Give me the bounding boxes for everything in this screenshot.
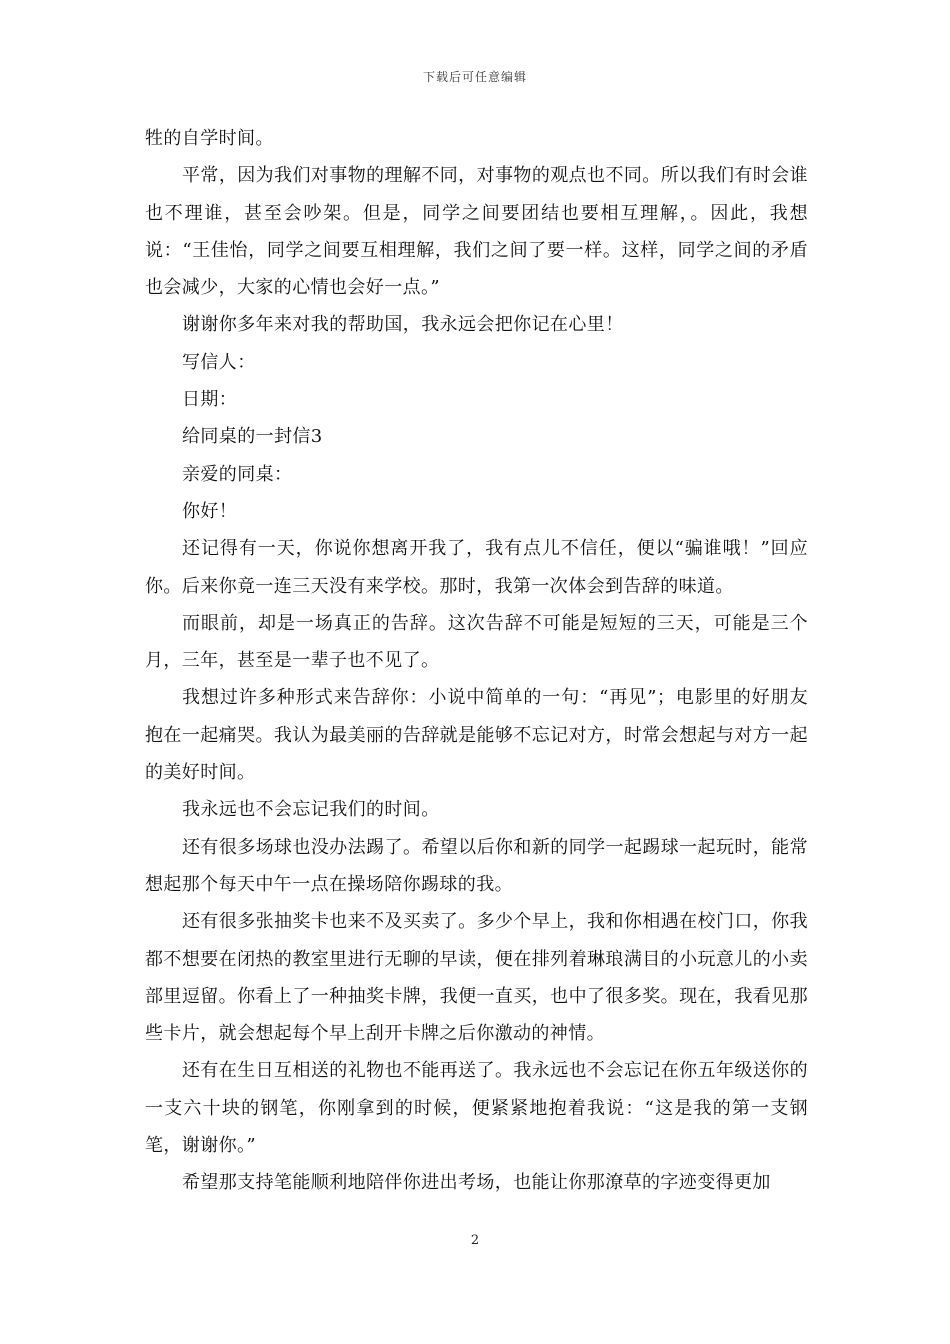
paragraph: 亲爱的同桌：: [182, 463, 293, 485]
paragraph: 你好！: [182, 500, 238, 522]
paragraph: 还有在生日互相送的礼物也不能再送了。我永远也不会忘记在你五年级送你的一支六十块的钢笔，你刚拿到的时候，便紧紧地抱着我说：“这是我的第一支钢笔，谢谢你。”: [145, 1060, 808, 1157]
paragraph: 给同桌的一封信3: [182, 426, 323, 448]
page-header: 下载后可任意编辑: [422, 70, 527, 84]
paragraph: 还记得有一天，你说你想离开我了，我有点儿不信任，便以“骗谁哦！”回应你。后来你竟一连三天没有来学校。那时，我第一次体会到告辞的味道。: [145, 538, 808, 597]
paragraph: 我永远也不会忘记我们的时间。: [182, 799, 440, 821]
paragraph: 谢谢你多年来对我的帮助国，我永远会把你记在心里！: [182, 314, 624, 336]
paragraph: 还有很多张抽奖卡也来不及买卖了。多少个早上，我和你相遇在校门口，你我都不想要在闭热的教室里进行无聊的早读，便在排列着琳琅满目的小玩意儿的小卖部里逗留。你看上了一种抽奖卡牌，我便一直买，也中了很多奖。现在，我看见那些卡片，就会想起每个早上刮开卡牌之后你激动的神情。: [145, 911, 808, 1045]
page-number: 2: [470, 1233, 480, 1248]
paragraph: 而眼前，却是一场真正的告辞。这次告辞不可能是短短的三天，可能是三个月，三年，甚至是一辈子也不见了。: [145, 612, 808, 672]
paragraph: 我想过许多种形式来告辞你：小说中简单的一句：“再见”；电影里的好朋友抱在一起痛哭。我认为最美丽的告辞就是能够不忘记对方，时常会想起与对方一起的美好时间。: [145, 687, 808, 784]
paragraph: 牲的自学时间。: [145, 128, 274, 149]
paragraph: 希望那支持笔能顺利地陪伴你进出考场，也能让你那潦草的字迹变得更加: [182, 1172, 771, 1194]
paragraph: 平常，因为我们对事物的理解不同，对事物的观点也不同。所以我们有时会谁也不理谁，甚至会吵架。但是，同学之间要团结也要相互理解，。因此，我想说：“王佳怡，同学之间要互相理解，我们之间了要一样。这样，同学之间的矛盾也会减少，大家的心情也会好一点。”: [145, 165, 808, 299]
paragraph: 写信人：: [182, 351, 256, 373]
document-body: [145, 120, 808, 1202]
paragraph: 还有很多场球也没办法踢了。希望以后你和新的同学一起踢球一起玩时，能常想起那个每天中午一点在操场陪你踢球的我。: [145, 836, 808, 895]
paragraph: 日期：: [182, 389, 238, 411]
